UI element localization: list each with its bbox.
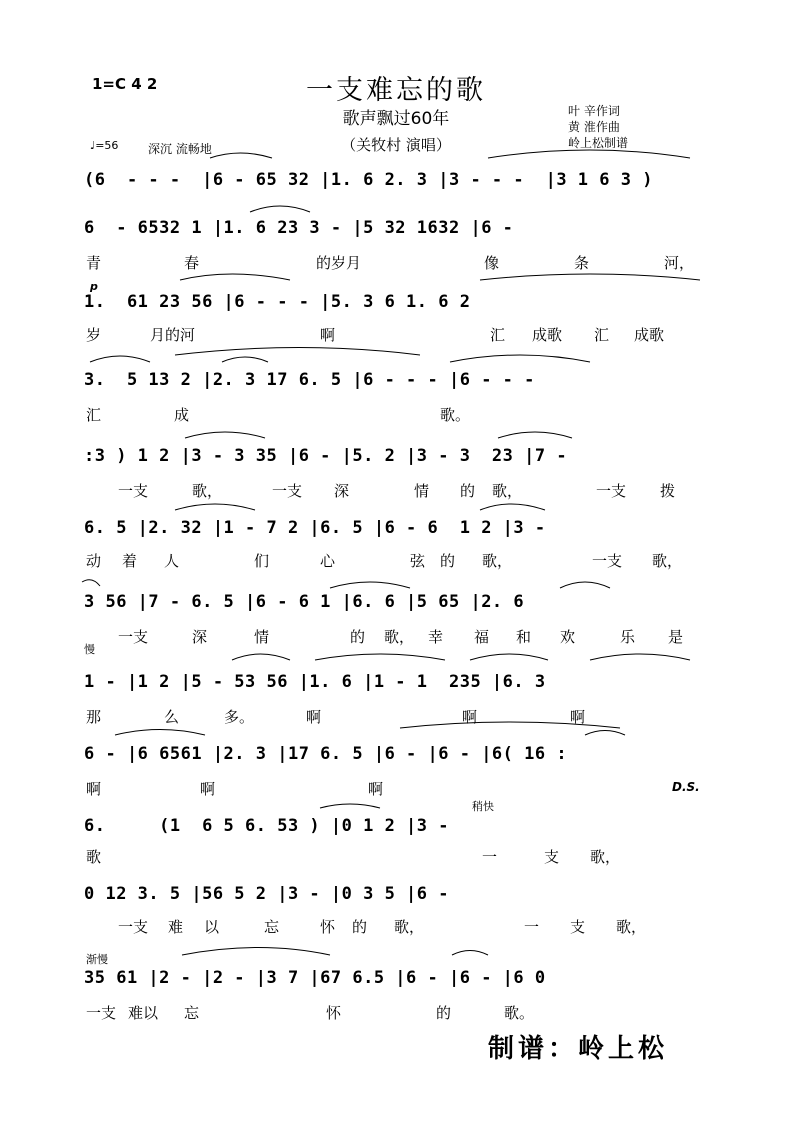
key-signature: 1=C 4 2 [92,75,158,93]
score-row-3 [84,292,716,322]
lyric: 汇 [594,326,610,344]
ds-mark: D.S. [672,780,700,794]
lyricist-credit: 叶 辛作词 [568,104,620,118]
lyric: 月的河 [150,326,196,344]
lyric: 情 [414,482,430,500]
credits-block [568,103,628,151]
lyric: 一 [524,918,540,936]
lyric: 成 [174,406,190,424]
score-row-5 [84,446,716,476]
lyric: 啊 [320,326,336,344]
lyric: 啊 [570,708,586,726]
lyric: 难 [168,918,184,936]
lyric: 的 [352,918,368,936]
lyric: 啊 [368,780,384,798]
lyric: 欢 [560,628,576,646]
singer-credit: （关牧村 演唱） [341,136,451,154]
score-row-11 [84,884,716,914]
slow-mark: 慢 [84,643,95,656]
lyric: 拨 [660,482,676,500]
lyric: 一支 [596,482,627,500]
score-row-6 [84,518,716,548]
lyric: 支 [570,918,586,936]
lyric: 春 [184,254,200,272]
lyric: 歌， [616,918,647,936]
dynamic-p: p [90,280,98,293]
score-row-8 [84,672,716,702]
gradually-slow-mark: 渐慢 [86,953,108,966]
lyric: 的 [350,628,366,646]
notes-line: 6. 5 |2. 32 |1 - 7 2 |6. 5 |6 - 6 1 2 |3 - [84,518,557,538]
lyric: 歌， [652,552,683,570]
lyric: 成歌 [634,326,665,344]
notes-line: 6. (1 6 5 6. 53 ) |0 1 2 |3 - [84,816,460,836]
tempo-mark: ♩=56 [90,139,119,152]
lyric: 支 [544,848,560,866]
lyric: 和 [516,628,532,646]
lyric: 一支 [118,918,149,936]
lyric: 汇 [490,326,506,344]
lyric: 像 [484,254,500,272]
lyric: 歌。 [440,406,471,424]
score-row-7 [84,592,716,622]
lyric: 的岁月 [316,254,362,272]
score-row-1 [84,170,716,200]
lyric: 人 [164,552,180,570]
lyric: 深 [192,628,208,646]
lyric: 啊 [306,708,322,726]
lyric: 一支 [272,482,303,500]
lyric: 幸 [428,628,444,646]
notes-line: 0 12 3. 5 |56 5 2 |3 - |0 3 5 |6 - [84,884,460,904]
notes-line: 6 - 6532 1 |1. 6 23 3 - |5 32 1632 |6 - [84,218,525,238]
lyric: 怀 [320,918,336,936]
score-row-4 [84,370,716,400]
notes-line: 6 - |6 6561 |2. 3 |17 6. 5 |6 - |6 - |6( 16 : [84,744,568,764]
lyric: 情 [254,628,270,646]
notes-line: 3 56 |7 - 6. 5 |6 - 6 1 |6. 6 |5 65 |2. 6 [84,592,535,612]
lyric: 多。 [224,708,255,726]
lyric: 是 [668,628,684,646]
lyric: 歌。 [504,1004,535,1022]
lyric: 忘 [264,918,280,936]
lyric: 的 [440,552,456,570]
lyric: 难以 [128,1004,159,1022]
lyric: 的 [436,1004,452,1022]
notes-line: 35 61 |2 - |2 - |3 7 |67 6.5 |6 - |6 - |6 0 [84,968,557,988]
lyric: 弦 [410,552,426,570]
notes-line: 3. 5 13 2 |2. 3 17 6. 5 |6 - - - |6 - - - [84,370,546,390]
lyric: 河， [664,254,695,272]
lyric: 心 [320,552,336,570]
lyric: 歌， [590,848,621,866]
lyric: 歌， [384,628,415,646]
lyric: 歌， [192,482,223,500]
lyric: 啊 [200,780,216,798]
page-subtitle: 歌声飘过60年 [342,109,450,129]
lyric: 歌， [482,552,513,570]
transcriber-credit: 岭上松制谱 [568,136,629,150]
lyric: 啊 [86,780,102,798]
lyric: 一支 [592,552,623,570]
lyric: 么 [164,708,180,726]
lyric: 啊 [462,708,478,726]
lyric: 怀 [326,1004,342,1022]
lyric: 一支 [86,1004,117,1022]
signature: 制谱：岭上松 [488,1034,669,1064]
lyric: 那 [86,708,102,726]
lyric: 汇 [86,406,102,424]
lyric: 岁 [86,326,102,344]
lyric: 乐 [620,628,636,646]
expression-mark: 深沉 流畅地 [148,142,212,156]
lyric: 着 [122,552,138,570]
notes-line: (6 - - - |6 - 65 32 |1. 6 2. 3 |3 - - - |3 1 6 3 ) [84,170,653,190]
notes-line: 1. 61 23 56 |6 - - - |5. 3 6 1. 6 2 [84,292,482,312]
lyric: 条 [574,254,590,272]
lyric: 一支 [118,482,149,500]
notes-line: 1 - |1 2 |5 - 53 56 |1. 6 |1 - 1 235 |6. 3 [84,672,557,692]
score-row-2 [84,218,716,248]
lyric: 以 [204,918,220,936]
lyric: 们 [254,552,270,570]
lyric: 动 [86,552,102,570]
lyric: 成歌 [532,326,563,344]
lyric: 一支 [118,628,149,646]
lyric: 青 [86,254,102,272]
lyric: 歌， [394,918,425,936]
score-row-12 [84,968,716,998]
lyric: 歌， [492,482,523,500]
lyric: 的 [460,482,476,500]
notes-line: :3 ) 1 2 |3 - 3 35 |6 - |5. 2 |3 - 3 23 |7 - [84,446,578,466]
lyric: 深 [334,482,350,500]
score-row-9 [84,744,716,774]
composer-credit: 黄 淮作曲 [568,120,620,134]
faster-mark: 稍快 [472,800,494,813]
page-title: 一支难忘的歌 [306,75,486,106]
lyric: 福 [474,628,490,646]
lyric: 歌 [86,848,102,866]
lyric: 忘 [184,1004,200,1022]
lyric: 一 [482,848,498,866]
score-row-10 [84,816,716,846]
